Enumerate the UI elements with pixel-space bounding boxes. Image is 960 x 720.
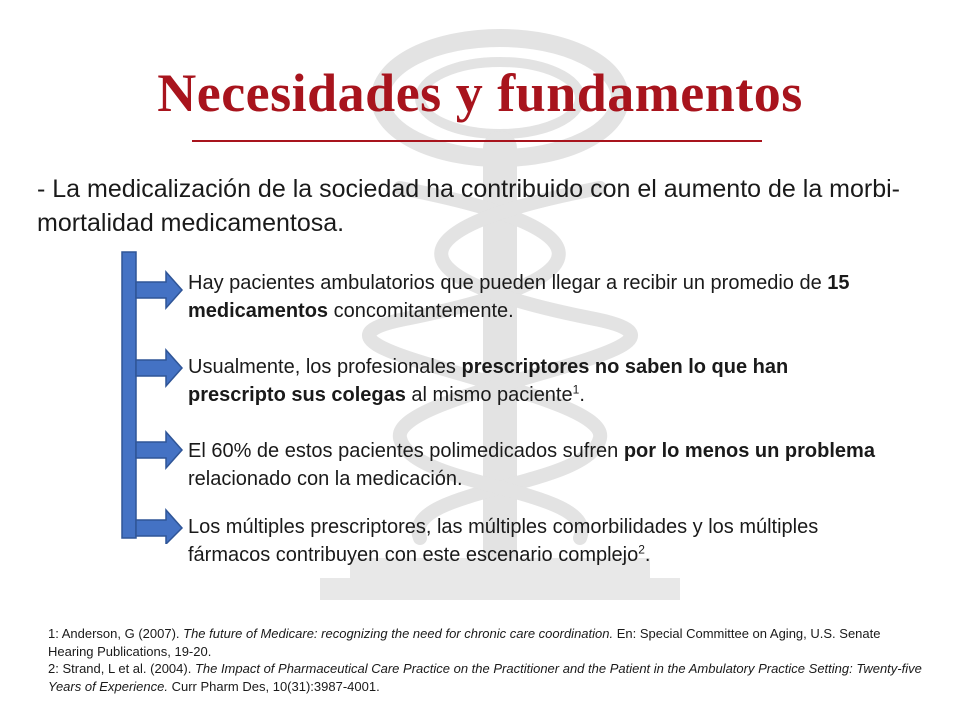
- footnote-marker: 2: [638, 542, 645, 557]
- point-4: Los múltiples prescriptores, las múltiples comorbilidades y los múltiples fármacos contribuyen con este escenario complejo$^2$.: [188, 516, 819, 566]
- references: [48, 625, 928, 695]
- reference-1: 1: Anderson, G (2007). The future of Medicare: recognizing the need for chronic care coordination. En: Special Committee on Aging, U.S. Senate Hearing Publications, 19-20.: [48, 626, 881, 659]
- intro-text: - La medicalización de la sociedad ha contribuido con el aumento de la morbi-mortalidad medicamentosa.: [37, 175, 901, 237]
- footnote-marker: 1: [572, 382, 580, 397]
- point-3: El 60% de estos pacientes polimedicados sufren por lo menos un problema relacionado con la medicación.: [188, 440, 875, 490]
- bracket-arrows-icon: [118, 244, 188, 544]
- slide-title: Necesidades y fundamentos: [157, 63, 803, 123]
- point-2: Usualmente, los profesionales prescriptores no saben lo que han prescripto sus colegas al mismo paciente$^1$.: [188, 356, 789, 406]
- point-1: Hay pacientes ambulatorios que pueden llegar a recibir un promedio de 15 medicamentos concomitantemente.: [188, 272, 850, 322]
- reference-2: 2: Strand, L et al. (2004). The Impact of Pharmaceutical Care Practice on the Practitioner and the Patient in the Ambulatory Practice Setting: Twenty-five Years of Experience. Curr Pharm Des, 10(31):3987-4001.: [48, 661, 922, 694]
- title-underline: [192, 140, 762, 142]
